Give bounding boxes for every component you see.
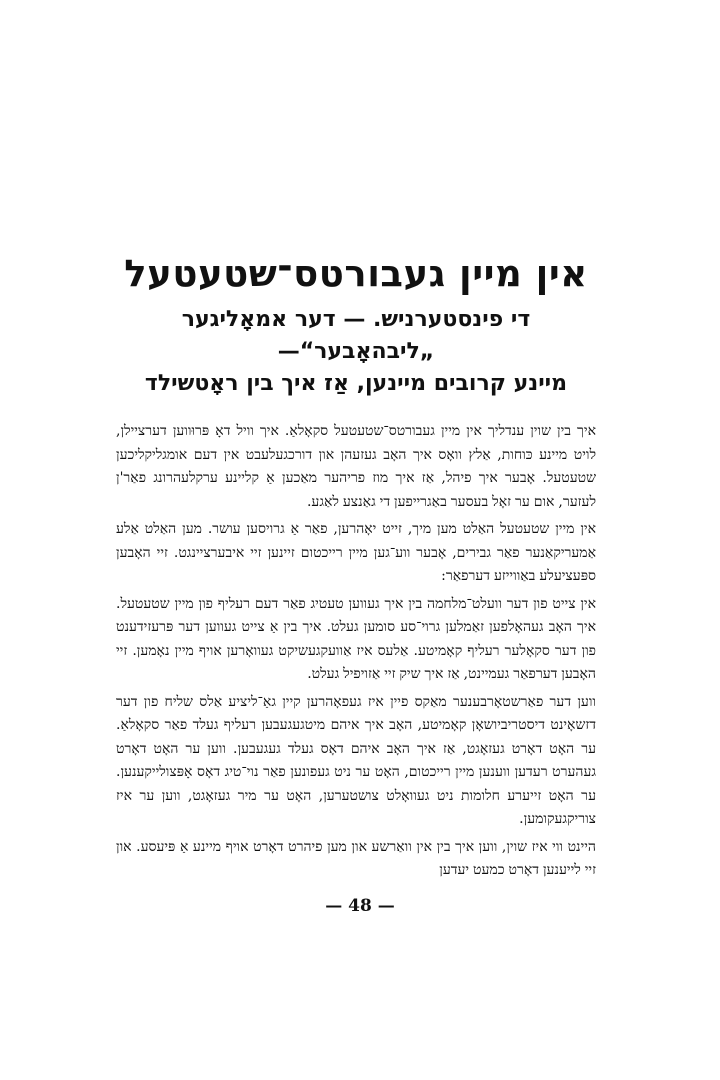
paragraph: היינט ווי איז שוין, ווען איך בין אין וואַרשע און מען פיהרט דאָרט אויף מיינע אַ פּיעסע. און זיי לייענען דאָרט כמעט יעדען [116, 838, 596, 878]
paragraph: אין צייט פון דער וועלט־מלחמה בין איך געווען טעטיג פאַר דעם רעליף פון מיין שטעטעל. איך האָב געהאָלפען זאַמלען גרוי־סע סומען געלט. איך בין אַ צייט געווען דער פּרעזידענט פון דער סקאָלער רעליף קאָמיטע. אַלעס איז אַוועקגעשיקט געוואָרען אויף מיין נאָמען. זיי האָבען דערפאַר געמיינט, אַז איך שיק זיי אַזויפיל געלט. [116, 595, 596, 682]
chapter-subtitle [116, 304, 596, 400]
page-number: — 48 — [325, 896, 395, 916]
page-title: אין מיין געבורטס־שטעטעל [124, 252, 588, 295]
paragraph: ווען דער פאַרשטאָרבענער מאַקס פיין איז געפאָהרען קיין גאַ־ליציע אַלס שליח פון דער דזשאָינט דיסטריביושאָן קאָמיטע, האָב איך איהם מיטגעגעבען רעליף געלד פאַר סקאָלאַ. ער האָט דאָרט געזאָגט, אַז איך האָב איהם דאָס געלד געגעבען. ווען ער האָט דאָרט געהערט רעדען ווענען מיין רייכטום, האָט ער ניט געפונען פאַר נוי־טיג דאָס אָפּצולייקענען. ער האָט זייערע חלומות ניט געוואָלט צושטערען, האָט ער מיר געזאָגט, ווען ער איז צוריקגעקומען. [116, 693, 596, 827]
subtitle-line-2: מיינע קרובים מיינען, אַז איך בין ראָטשילד [144, 371, 568, 396]
subtitle-line-1: די פינסטערניש. — דער אמאָליגער „ליבהאָבער“— [181, 307, 531, 364]
paragraph: איך בין שוין ענדליך אין מיין געבורטס־שטעטעל סקאָלאַ. איך וויל דאָ פּרוּווען דערציילן, לויט מיינע כּוחות, אַלץ וואָס איך האָב געזעהן און דורכגעלעבט אין דעם אומגליקליכען שטעטעל. אָבער איך פיהל, אַז איך מוז פריהער מאַכען אַ קליינע ערקלעהרונג פאַר'ן לעזער, אום ער זאָל בעסער באַגרייפען די גאַנצע לאַגע. [116, 423, 596, 510]
paragraph: אין מיין שטעטעל האַלט מען מיך, זייט יאָהרען, פאַר אַ גרויסען עושר. מען האַלט אַלע אַמעריקאַנער פאַר גבירים, אָבער ווע־גען מיין רייכטום זיינען זיי איבערציינגט. זיי האָבען ספּעציעלע באַווייזע דערפאַר: [116, 521, 596, 584]
article [116, 250, 596, 883]
